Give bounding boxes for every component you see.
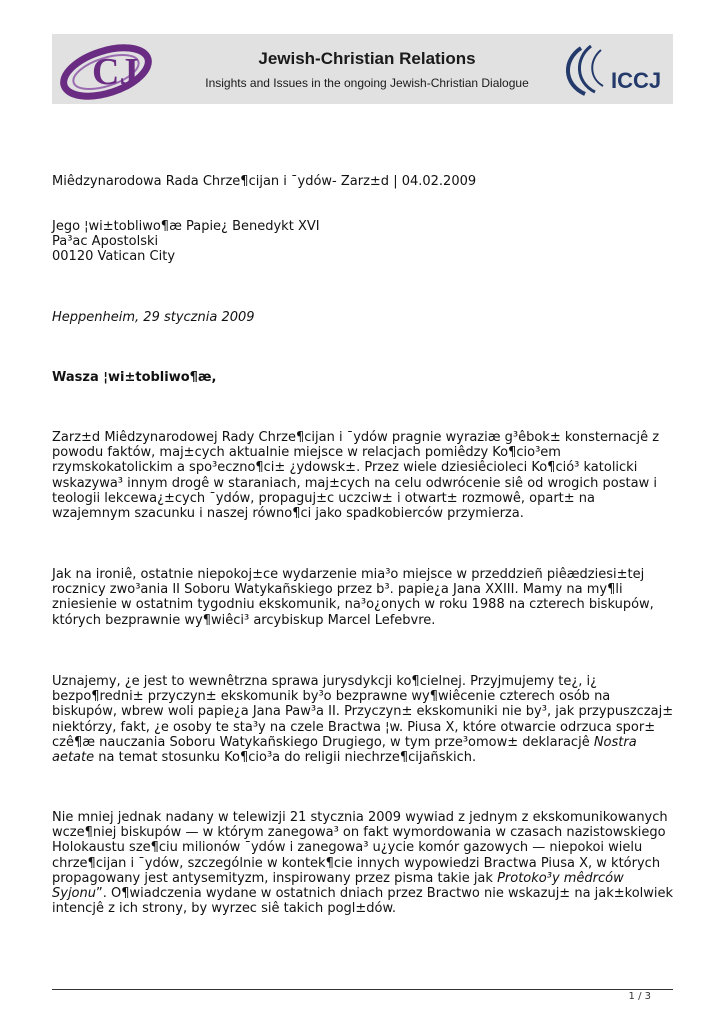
italic-title: Nostra aetate (52, 734, 637, 766)
salutation: Wasza ¦wi±tobliwo¶æ, (52, 370, 217, 385)
address-line: 00120 Vatican City (52, 249, 176, 264)
footer-divider (52, 989, 673, 990)
cj-logo (54, 38, 164, 100)
address-line: Jego ¦wi±tobliwo¶æ Papie¿ Benedykt XVI (52, 219, 320, 234)
dateline: Heppenheim, 29 stycznia 2009 (52, 310, 255, 325)
paragraph-3: Uznajemy, ¿e jest to wewnêtrzna sprawa jurysdykcji ko¶cielnej. Przyjmujemy te¿, i¿ bezpo¶redni± przyczyn± ekskomunik by³o bezprawne wy¶wiêcenie czterech osób na biskupów, wbrew woli papie¿a Jana Paw³a II. Przyczyn± ekskomuniki nie by³, jak przypuszczaj± niektórzy, fakt, ¿e osoby te sta³y na czele Bractwa ¦w. Piusa X, które otwarcie odrzuca spor± czê¶æ nauczania Soboru Watykañskiego Drugiego, w tym prze³omow± deklaracjê Nostra aetate na temat stosunku Ko¶cio³a do religii niechrze¶cijañskich. (52, 674, 674, 766)
site-title: Jewish-Christian Relations (258, 49, 476, 68)
recipient-address (52, 219, 674, 264)
italic-title: Protoko³y mêdrców Syjonu (52, 870, 624, 902)
page-number: 1 / 3 (628, 991, 651, 1002)
paragraph-4: Nie mniej jednak nadany w telewizji 21 stycznia 2009 wywiad z jednym z ekskomunikowanych wcze¶niej biskupów — w którym zanegowa³ on fakt wymordowania w czasach nazistowskiego Holokaustu sze¶ciu milionów ¯ydów i zanegowa³ u¿ycie komór gazowych — niepokoi wielu chrze¶cijan i ¯ydów, szczególnie w kontek¶cie innych wypowiedzi Bractwa Piusa X, w których propagowany jest antysemityzm, inspirowany przez pisma takie jak Protoko³y mêdrców Syjonu”. O¶wiadczenia wydane w ostatnich dniach przez Bractwo nie wskazuj± na jak±kolwiek intencjê z ich strony, by wyrzec siê takich pogl±dów. (52, 810, 674, 917)
svg-text:ICCJ: ICCJ (611, 68, 662, 93)
source-line: Miêdzynarodowa Rada Chrze¶cijan i ¯ydów- Zarz±d | 04.02.2009 (52, 174, 477, 189)
paragraph-1: Zarz±d Miêdzynarodowej Rady Chrze¶cijan i ¯ydów pragnie wyraziæ g³êbok± konsternacjê z powodu faktów, maj±cych aktualnie miejsce w relacjach pomiêdzy Ko¶cio³em rzymskokatolickim a spo³eczno¶ci± ¿ydowsk±. Przez wiele dziesiêcioleci Ko¶ció³ katolicki wskazywa³ innym drogê w staraniach, maj±cych na celu odwrócenie siê od wrogich postaw i teologii lekcewa¿±cych ¯ydów, propaguj±c uczciw± i otwart± rozmowê, opart± na wzajemnym szacunku i naszej równo¶ci jako spadkobierców przymierza. (52, 430, 660, 522)
site-subtitle: Insights and Issues in the ongoing Jewish-Christian Dialogue (205, 76, 529, 90)
svg-text:CJ: CJ (92, 51, 139, 93)
iccj-logo (561, 40, 671, 98)
header-banner (52, 34, 673, 104)
paragraph-2: Jak na ironiê, ostatnie niepokoj±ce wydarzenie mia³o miejsce w przeddzieñ piêædziesi±tej rocznicy zwo³ania II Soboru Watykañskiego przez b³. papie¿a Jana XXIII. Mamy na my¶li zniesienie w ostatnim tygodniu ekskomunik, na³o¿onych w roku 1988 na czterech biskupów, których bezprawnie wy¶wiêci³ arcybiskup Marcel Lefebvre. (52, 567, 654, 628)
address-line: Pa³ac Apostolski (52, 234, 159, 249)
